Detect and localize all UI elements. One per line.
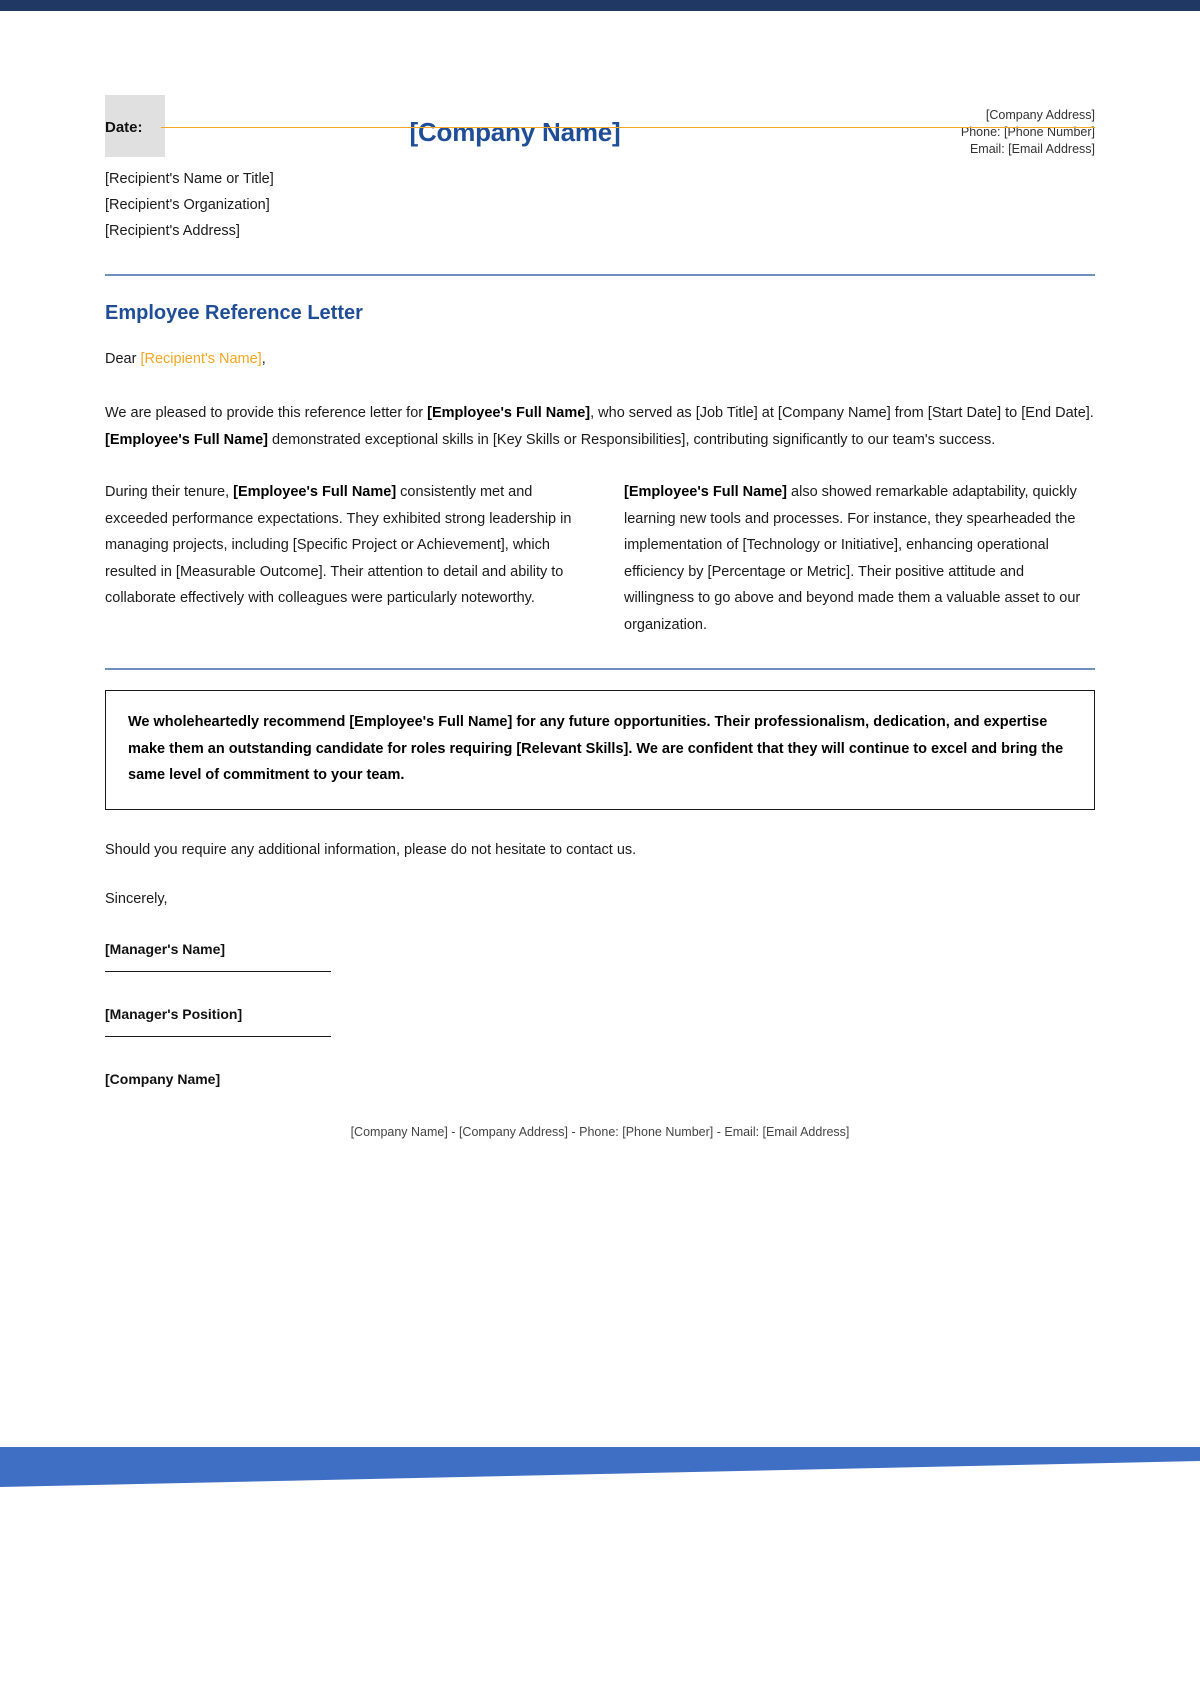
left-employee-name: [Employee's Full Name] xyxy=(233,484,397,500)
recipient-name-line: [Recipient's Name or Title] xyxy=(105,171,274,187)
left-text-2: consistently met and exceeded performance expectations. They exhibited strong leadership in managing projects, including [Specific Project or Achievement], which resulted in [Measurable Outcome]. Their attention to detail and ability to collaborate effectively with colleagues were particularly noteworthy. xyxy=(105,484,572,606)
recommendation-box: We wholeheartedly recommend [Employee's Full Name] for any future opportunities. Their professionalism, dedication, and expertise make them an outstanding candidate for roles requiring [Relevant Skills]. We are confident that they will continue to excel and bring the same level of commitment to your team. xyxy=(105,690,1095,810)
manager-position-label: [Manager's Position] xyxy=(105,1005,243,1022)
body-column-left xyxy=(105,479,576,638)
date-fill-rule[interactable] xyxy=(161,127,1095,128)
closing-note: Should you require any additional information, please do not hesitate to contact us. xyxy=(105,841,637,858)
recipient-address-line: [Recipient's Address] xyxy=(105,223,240,239)
right-text-2: also showed remarkable adaptability, quickly learning new tools and processes. For instance, they spearheaded the implementation of [Technology or Initiative], enhancing operational efficiency by [Percentage or Metric]. Their positive attitude and willingness to go above and beyond made them a valuable asset to our organization. xyxy=(624,484,1081,633)
date-label: Date: xyxy=(105,119,143,136)
manager-position-signature-line[interactable] xyxy=(105,1036,331,1037)
company-address: [Company Address] xyxy=(985,108,1095,122)
bottom-blue-wedge xyxy=(0,1461,1200,1487)
letter-title: Employee Reference Letter xyxy=(105,302,363,324)
right-employee-name: [Employee's Full Name] xyxy=(624,484,787,500)
manager-position-group xyxy=(105,1006,1095,1037)
salutation-line xyxy=(105,351,1095,367)
sign-off: Sincerely, xyxy=(105,890,168,907)
intro-employee-name-1: [Employee's Full Name] xyxy=(427,405,591,421)
company-email: Email: [Email Address] xyxy=(969,142,1095,156)
page-title: [Company Name] xyxy=(409,117,621,147)
intro-paragraph xyxy=(105,400,1095,453)
body-two-column-section xyxy=(105,479,1095,638)
manager-name-label: [Manager's Name] xyxy=(105,940,226,957)
body-column-right xyxy=(624,479,1095,638)
manager-name-group xyxy=(105,941,1095,972)
page-footer: [Company Name] - [Company Address] - Phone: [Phone Number] - Email: [Email Address] xyxy=(350,1124,850,1139)
divider-above-title xyxy=(105,274,1095,276)
left-text-1: During their tenure, xyxy=(105,484,234,500)
intro-text-1: We are pleased to provide this reference letter for xyxy=(105,405,428,421)
salutation-suffix: , xyxy=(261,351,266,367)
bottom-blue-bar xyxy=(0,1447,1200,1461)
intro-employee-name-2: [Employee's Full Name] xyxy=(105,431,268,448)
manager-name-signature-line[interactable] xyxy=(105,971,331,972)
salutation-prefix: Dear xyxy=(105,351,141,367)
intro-text-2: , who served as [Job Title] at [Company Name] from [Start Date] to [End Date]. xyxy=(590,405,1094,421)
intro-text-3: demonstrated exceptional skills in [Key Skills or Responsibilities], contributing significantly to our team's success. xyxy=(268,431,996,448)
recipient-organization-line: [Recipient's Organization] xyxy=(105,197,270,213)
divider-above-recommendation xyxy=(105,668,1095,670)
signature-company-name: [Company Name] xyxy=(105,1070,221,1087)
recipient-block xyxy=(105,166,1095,244)
salutation-recipient-name: [Recipient's Name] xyxy=(140,351,262,367)
bottom-decoration xyxy=(0,1447,1200,1697)
company-phone: Phone: [Phone Number] xyxy=(960,125,1095,139)
